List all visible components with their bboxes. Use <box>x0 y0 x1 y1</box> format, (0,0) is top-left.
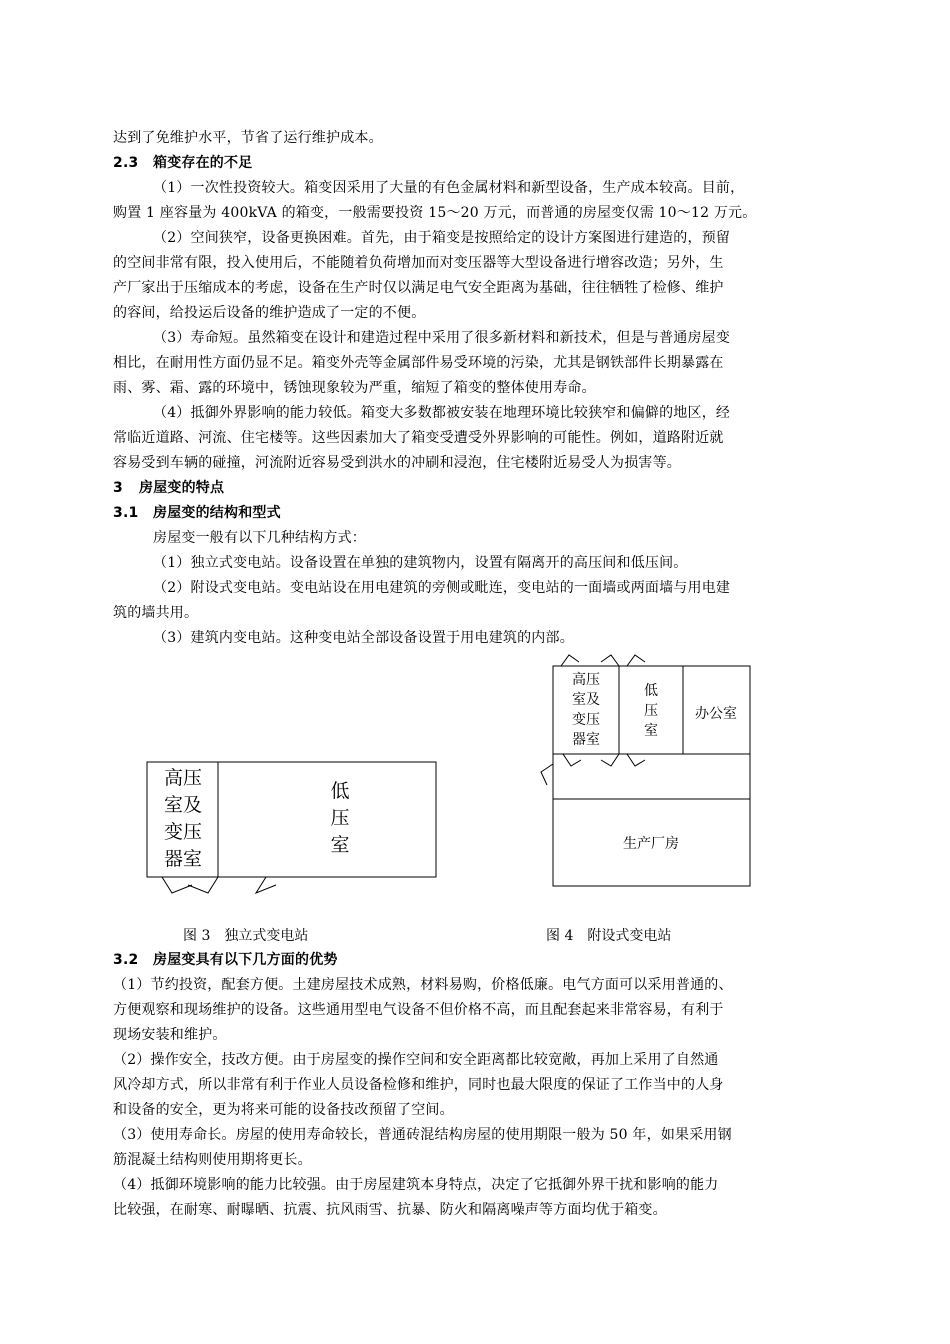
room-label-line: 压 <box>644 703 658 719</box>
paragraph-line: （3）使用寿命长。房屋的使用寿命较长，普通砖混结构房屋的使用期限一般为 50 年，如果采用钢 <box>113 1127 732 1143</box>
paragraph-line: 达到了免维护水平，节省了运行维护成本。 <box>113 130 383 146</box>
door-swing <box>601 655 619 666</box>
paragraph-line: 风冷却方式，所以非常有利于作业人员设备检修和维护，同时也最大限度的保证了工作当中的人身 <box>113 1077 724 1093</box>
room-label-line: 室及 <box>572 692 600 708</box>
room-label-line: 器室 <box>572 732 600 748</box>
workshop-label: 生产厂房 <box>623 836 679 852</box>
paragraph-line: 现场安装和维护。 <box>113 1027 227 1043</box>
heading-text: 箱变存在的不足 <box>153 155 253 171</box>
door-swing <box>627 655 645 666</box>
section-heading-2-3 <box>113 153 848 173</box>
door-swing-side <box>541 764 553 785</box>
low-voltage-room-label <box>330 780 349 856</box>
door-swing <box>601 754 619 766</box>
paragraph-line: （4）抵御外界影响的能力较低。箱变大多数都被安装在地理环境比较狭窄和偏僻的地区，经 <box>153 405 731 421</box>
room-label-line: 压 <box>330 807 350 829</box>
low-voltage-room-label <box>644 683 658 739</box>
door-swing-low-voltage <box>256 877 276 893</box>
section-heading-3-2 <box>113 950 848 970</box>
door-swing-right <box>188 877 218 893</box>
paragraph-line: 比较强，在耐寒、耐曝晒、抗震、抗风雨雪、抗暴、防火和隔离噪声等方面均优于箱变。 <box>113 1202 667 1218</box>
paragraph-line: 和设备的安全，更为将来可能的设备技改预留了空间。 <box>113 1102 454 1118</box>
heading-number: 3 <box>113 480 123 496</box>
paragraph-line: （2）操作安全，技改方便。由于房屋变的操作空间和安全距离都比较宽敞，再加上采用了自然通 <box>113 1052 719 1068</box>
paragraph-line: 筋混凝土结构则使用期将更长。 <box>113 1152 312 1168</box>
heading-text: 房屋变的结构和型式 <box>153 505 281 521</box>
section-heading-3-1 <box>113 503 848 523</box>
paragraph-line: （4）抵御环境影响的能力比较强。由于房屋建筑本身特点，决定了它抵御外界干扰和影响的能力 <box>113 1177 719 1193</box>
room-label-line: 室 <box>330 834 350 856</box>
high-voltage-room-label <box>164 767 202 870</box>
room-label-line: 高压 <box>572 672 600 688</box>
paragraph-line: 方便观察和现场维护的设备。这些通用型电气设备不但价格不高，而且配套起来非常容易，有利于 <box>113 1002 724 1018</box>
room-label-line: 器室 <box>163 848 203 870</box>
paragraph-line: 产厂家出于压缩成本的考虑，设备在生产时仅以满足电气安全距离为基础，往往牺牲了检修、维护 <box>113 280 724 296</box>
room-label-line: 变压 <box>163 821 203 843</box>
paragraph-line: （1）一次性投资较大。箱变因采用了大量的有色金属材料和新型设备，生产成本较高。目前， <box>153 180 745 196</box>
paragraph-line: （3）寿命短。虽然箱变在设计和建造过程中采用了很多新材料和新技术，但是与普通房屋变 <box>153 330 731 346</box>
figure-4-caption: 图 4 附设式变电站 <box>546 928 672 944</box>
paragraph-line: （3）建筑内变电站。这种变电站全部设备设置于用电建筑的内部。 <box>153 630 574 646</box>
section-heading-3 <box>113 478 848 498</box>
paragraph-line: 的空间非常有限，投入使用后，不能随着负荷增加而对变压器等大型设备进行增容改造；另外，生 <box>113 255 724 271</box>
room-label-line: 高压 <box>163 767 203 789</box>
door-swing <box>563 754 581 766</box>
room-label-line: 低 <box>330 780 350 802</box>
heading-number: 3.2 <box>113 952 139 968</box>
paragraph-line: 容易受到车辆的碰撞，河流附近容易受到洪水的冲刷和浸泡，住宅楼附近易受人为损害等。 <box>113 455 681 471</box>
door-swing-left <box>162 877 192 893</box>
heading-text: 房屋变具有以下几方面的优势 <box>153 952 338 968</box>
door-swing <box>627 754 645 766</box>
heading-number: 2.3 <box>113 155 139 171</box>
heading-number: 3.1 <box>113 505 139 521</box>
heading-text: 房屋变的特点 <box>139 480 225 496</box>
paragraph-line: 房屋变一般有以下几种结构方式： <box>153 530 366 546</box>
figure-3-caption: 图 3 独立式变电站 <box>183 928 309 944</box>
paragraph-line: 购置 1 座容量为 400kVA 的箱变，一般需要投资 15～20 万元，而普通的房屋变仅需 10～12 万元。 <box>113 205 757 221</box>
figure-3-diagram <box>130 750 450 900</box>
paragraph-line: 的容间，给投运后设备的维护造成了一定的不便。 <box>113 305 426 321</box>
figure-4-diagram <box>535 650 765 890</box>
paragraph-line: （2）附设式变电站。变电站设在用电建筑的旁侧或毗连，变电站的一面墙或两面墙与用电建 <box>153 580 731 596</box>
paragraph-line: 相比，在耐用性方面仍显不足。箱变外壳等金属部件易受环境的污染，尤其是钢铁部件长期暴露在 <box>113 355 724 371</box>
high-voltage-room-label <box>572 671 600 748</box>
paragraph-line: （1）独立式变电站。设备设置在单独的建筑物内，设置有隔离开的高压间和低压间。 <box>153 555 688 571</box>
paragraph-line: （1）节约投资，配套方便。土建房屋技术成熟，材料易购，价格低廉。电气方面可以采用普通的、 <box>113 977 733 993</box>
room-label-line: 室及 <box>163 794 203 816</box>
office-label: 办公室 <box>695 706 737 722</box>
paragraph-line: （2）空间狭窄，设备更换困难。首先，由于箱变是按照给定的设计方案图进行建造的，预留 <box>153 230 731 246</box>
room-label-line: 低 <box>644 683 658 699</box>
room-label-line: 变压 <box>572 712 600 728</box>
paragraph-line: 筑的墙共用。 <box>113 605 199 621</box>
paragraph-line: 常临近道路、河流、住宅楼等。这些因素加大了箱变受遭受外界影响的可能性。例如，道路附近就 <box>113 430 724 446</box>
room-label-line: 室 <box>644 723 658 739</box>
door-swing <box>561 655 579 666</box>
paragraph-line: 雨、雾、霜、露的环境中，锈蚀现象较为严重，缩短了箱变的整体使用寿命。 <box>113 380 596 396</box>
